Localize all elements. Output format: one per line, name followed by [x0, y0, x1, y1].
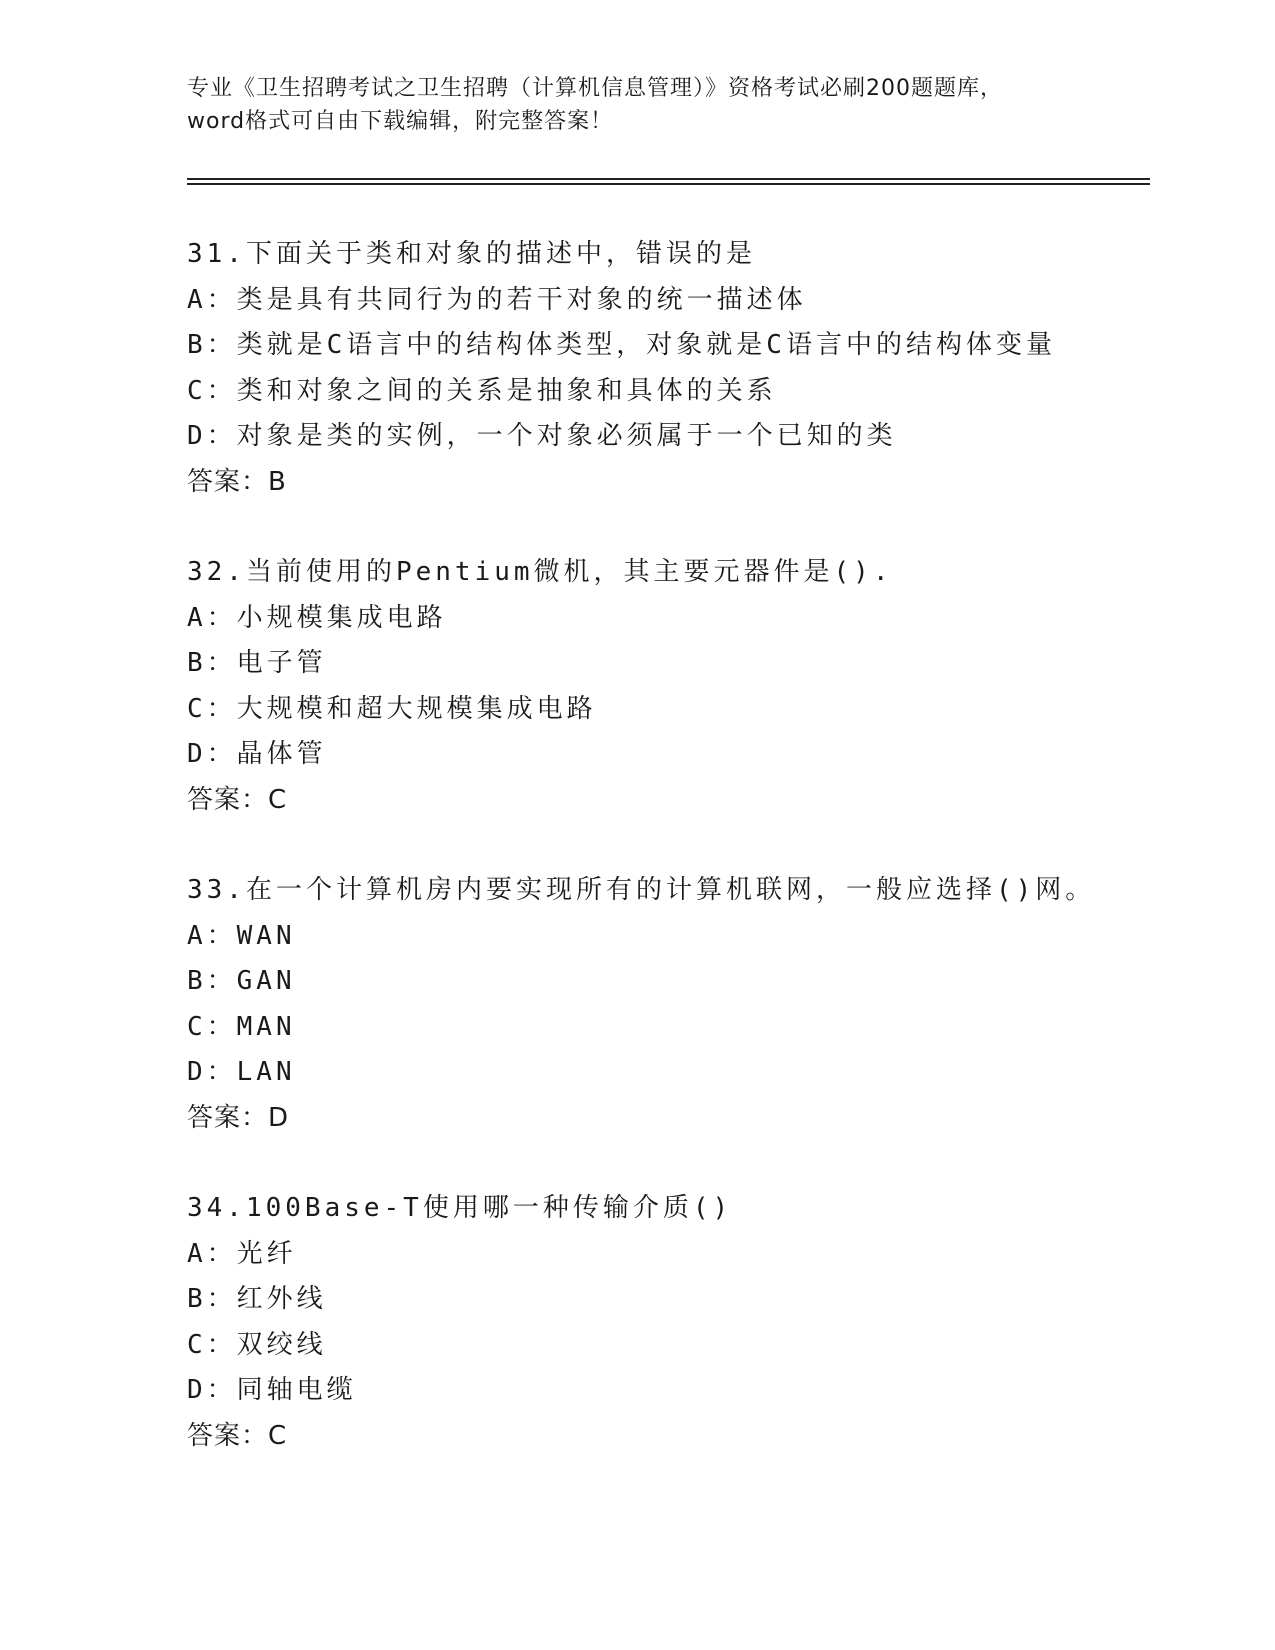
option-a: A：WAN [187, 920, 296, 951]
option-c: C：类和对象之间的关系是抽象和具体的关系 [187, 375, 777, 406]
header-line-2: word格式可自由下载编辑，附完整答案！ [187, 109, 614, 134]
option-c: C：MAN [187, 1011, 296, 1042]
answer-line: 答案：B [187, 466, 287, 497]
option-a: A：小规模集成电路 [187, 602, 447, 633]
answer-line: 答案：D [187, 1102, 290, 1133]
header-divider-top [187, 178, 1150, 180]
option-b: B：类就是C语言中的结构体类型，对象就是C语言中的结构体变量 [187, 330, 1056, 360]
option-d: D：LAN [187, 1057, 296, 1087]
option-d: D：同轴电缆 [187, 1375, 357, 1405]
document-header [187, 72, 1087, 138]
option-c: C：大规模和超大规模集成电路 [187, 693, 597, 724]
answer-line: 答案：C [187, 1420, 288, 1451]
option-b: B：红外线 [187, 1284, 327, 1314]
question-33 [187, 868, 1147, 1141]
question-31 [187, 232, 1147, 505]
option-d: D：晶体管 [187, 739, 327, 769]
question-stem: 34.100Base-T使用哪一种传输介质() [187, 1193, 733, 1223]
option-d: D：对象是类的实例，一个对象必须属于一个已知的类 [187, 421, 897, 451]
option-b: B：GAN [187, 966, 296, 996]
question-34 [187, 1186, 1147, 1459]
option-c: C：双绞线 [187, 1329, 327, 1360]
question-stem: 32.当前使用的Pentium微机，其主要元器件是(). [187, 557, 893, 587]
option-a: A：类是具有共同行为的若干对象的统一描述体 [187, 284, 807, 315]
option-b: B：电子管 [187, 648, 327, 678]
header-line-1: 专业《卫生招聘考试之卫生招聘（计算机信息管理）》资格考试必刷200题题库， [187, 76, 1003, 101]
header-divider-bottom [187, 183, 1150, 185]
question-stem: 33.在一个计算机房内要实现所有的计算机联网，一般应选择()网。 [187, 875, 1096, 905]
question-32 [187, 550, 1147, 823]
answer-line: 答案：C [187, 784, 288, 815]
option-a: A：光纤 [187, 1238, 297, 1269]
question-stem: 31.下面关于类和对象的描述中，错误的是 [187, 239, 756, 269]
